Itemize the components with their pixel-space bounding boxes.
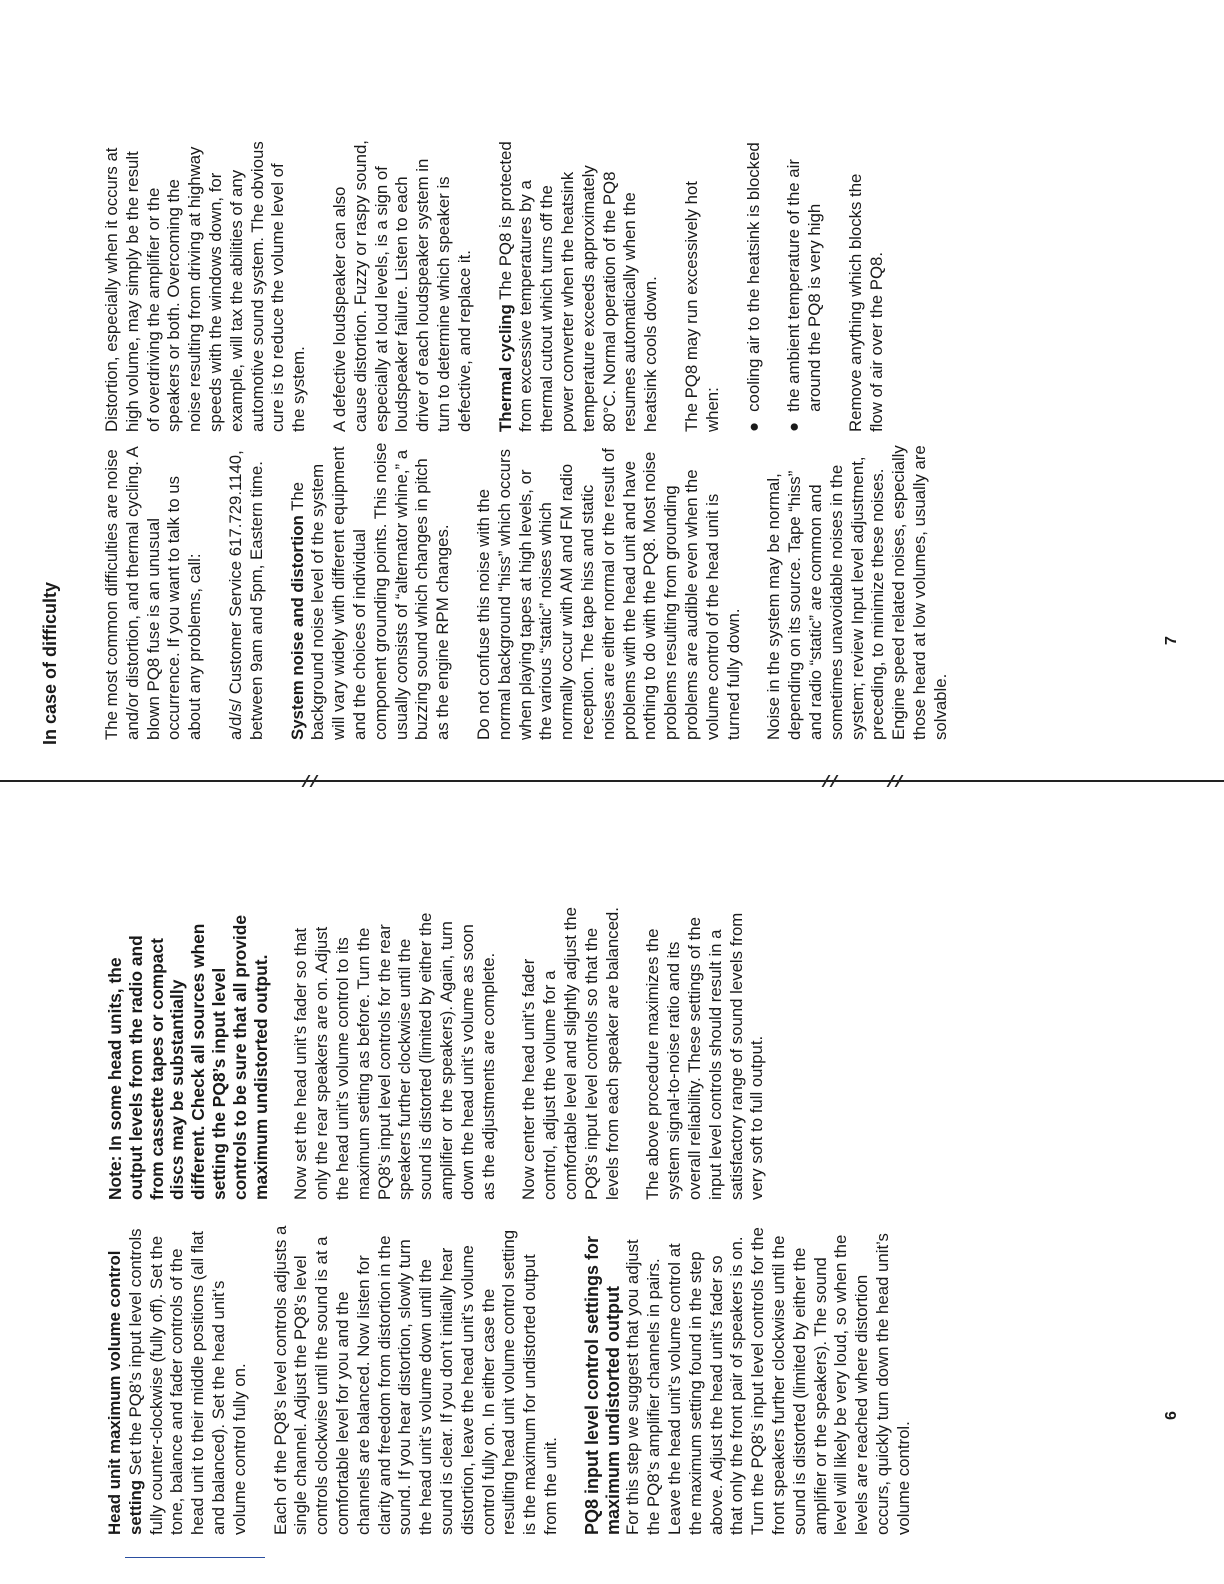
paragraph: The above procedure maximizes the system signal-to-noise ratio and its overall reliability. These settings of the input level controls should result in a satisfactory range of sound levels from very soft to full output. — [643, 912, 767, 1200]
page7-column-1 — [102, 442, 1007, 740]
paragraph: a/d/s/ Customer Service 617.729.1140, between 9am and 5pm, Eastern time. — [225, 450, 266, 740]
paragraph: Thermal cycling The PQ8 is protected from excessive temperatures by a thermal cutout which turns off the power converter when the heatsink temperature exceeds approximately 80°C. Normal operation of the PQ8 resumes automatically when the heatsink cools down. — [495, 141, 661, 432]
divider-mark — [295, 775, 321, 785]
section-heading: Head unit maximum volume control setting — [105, 1250, 145, 1535]
divider-mark — [880, 775, 906, 785]
section-heading: System noise and distortion — [287, 515, 307, 740]
note: Note: In some head units, the output levels from the radio and from cassette tapes or compact discs may be substantially different. Check all sources when setting the PQ8’s input level controls to be sure that all provide maximum undistorted output. — [105, 914, 271, 1200]
paragraph: PQ8 input level control settings for maximum undistorted output For this step we suggest that you adjust the PQ8’s amplifier channels in pairs. Leave the head unit’s volume control at the maximum setting found in the step above. Adjust the head unit’s fader so that only the front pair of speakers is on. Turn the PQ8’s input level controls for the front speakers further clockwise until the sound is distorted (limited by either the amplifier or the speakers). The sound level will likely be very loud, so when the levels are reached where distortion occurs, quickly turn down the head unit’s volume control. — [582, 1223, 915, 1535]
paragraph: A defective loudspeaker can also cause distortion. Fuzzy or raspy sound, especially at loud levels, is a sign of loudspeaker failure. Listen to each driver of each loudspeaker system in turn to determine which speaker is defective, and replace it. — [329, 140, 474, 432]
paragraph: Head unit maximum volume control setting Set the PQ8’s input level controls fully counter-clockwise (fully off). Set the tone, balance and fader controls of the head unit to their middle positions (all flat and balanced). Set the head unit’s volume control fully on. — [105, 1228, 249, 1535]
paragraph: Now set the head unit’s fader so that only the rear speakers are on. Adjust the head unit’s volume control to its maximum setting as before. Turn the PQ8’s input level controls for the rear speakers further clockwise until the sound is distorted (limited by either the amplifier or the speakers). Again, turn down the head unit’s volume as soon as the adjustments are complete. — [291, 912, 498, 1200]
bullet-icon: ● — [784, 421, 804, 432]
bullet-item: ● cooling air to the heatsink is blocked — [743, 142, 763, 432]
page6-column-1 — [105, 1223, 913, 1535]
paragraph: Remove anything which blocks the flow of air over the PQ8. — [845, 173, 886, 432]
divider-mark — [815, 775, 841, 785]
page7-column-2 — [102, 140, 917, 432]
paragraph: System noise and distortion The background noise level of the system will vary widely with different equipment and the choices of individual component grounding points. This noise usually consists of “alternator whine,” a buzzing sound which changes in pitch as the engine RPM changes. — [287, 442, 453, 740]
page-number: 6 — [1163, 1411, 1180, 1420]
paragraph: Distortion, especially when it occurs at high volume, may simply be the result of overdriving the amplifier or the speakers or both. Overcoming the noise resulting from driving at highway speeds with the windows down, for example, will tax the abilities of any automotive sound system. The obvious cure is to reduce the volume level of the system. — [102, 141, 309, 432]
bullet-icon: ● — [743, 421, 763, 432]
paragraph: Now center the head unit’s fader control, adjust the volume for a comfortable level and slightly adjust the PQ8’s input level controls so that the levels from each speaker are balanced. — [519, 907, 622, 1200]
page7-title: In case of difficulty — [40, 581, 60, 745]
page6-column-2 — [105, 904, 767, 1200]
page-divider — [0, 780, 1224, 782]
paragraph: The most common difficulties are noise and/or distortion, and thermal cycling. A blown PQ8 fuse is an unusual occurrence. If you want to talk to us about any problems, call: — [102, 447, 205, 740]
paragraph: Noise in the system may be normal, depending on its source. Tape “hiss” and radio “static” are common and sometimes unavoidable noises in the system; review Input level adjustment, preceding, to minimize these noises. Engine speed related noises, especially those heard at low volumes, usually are solvable. — [764, 445, 950, 740]
paragraph: Do not confuse this noise with the normal background “hiss” which occurs when playing tapes at high levels, or the various “static” noises which normally occur with AM and FM radio reception. The tape hiss and static noises are either normal or the result of problems with the head unit and have nothing to do with the PQ8. Most noise problems resulting from grounding problems are audible even when the volume control of the head unit is turned fully down. — [473, 448, 743, 740]
paragraph: Each of the PQ8’s level controls adjusts a single channel. Adjust the PQ8’s level controls clockwise until the sound is at a comfortable level for you and the channels are balanced. Now listen for clarity and freedom from distortion in the sound. If you hear distortion, slowly turn the head unit’s volume down until the sound is clear. If you don’t initially hear distortion, leave the head unit’s volume control fully on. In either case the resulting head unit volume control setting is the maximum for undistorted output from the unit. — [270, 1225, 560, 1535]
page-number: 7 — [1163, 636, 1180, 645]
paragraph: The PQ8 may run excessively hot when: — [681, 181, 722, 432]
section-heading: Thermal cycling — [495, 304, 515, 432]
scan-artifact-line — [125, 1557, 265, 1558]
bullet-item: ● the ambient temperature of the air around the PQ8 is very high — [784, 159, 825, 432]
section-heading: PQ8 input level control settings for maximum undistorted output — [581, 1235, 623, 1535]
